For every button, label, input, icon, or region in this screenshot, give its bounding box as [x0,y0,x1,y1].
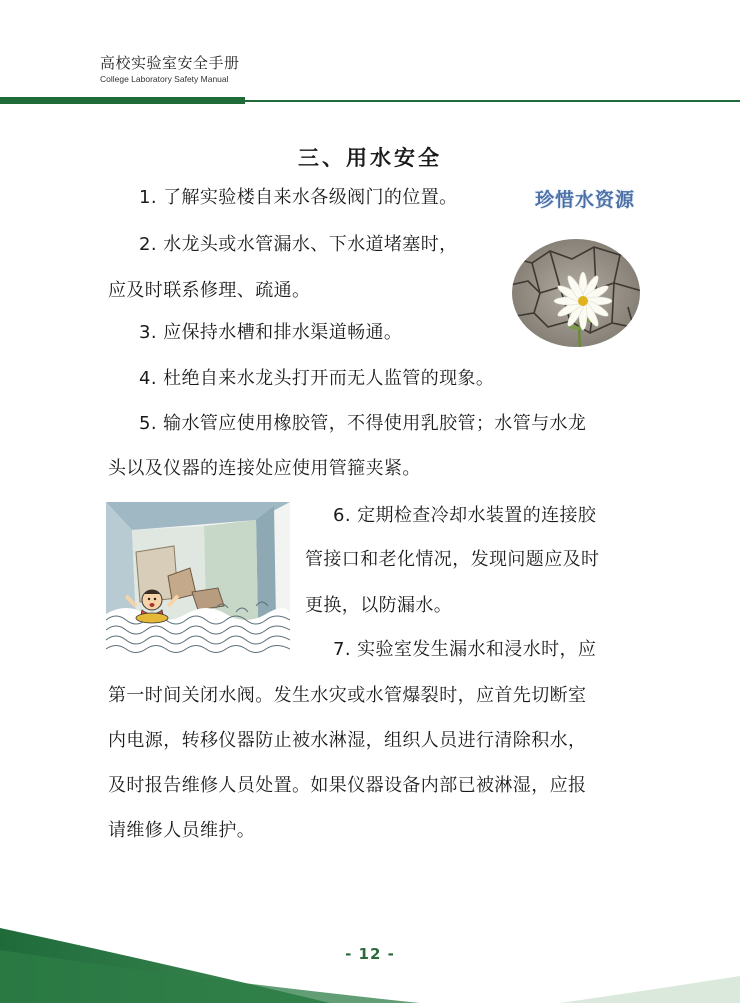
page-number: - 12 - [345,945,395,963]
item-6-line-1: 6. 定期检查冷却水装置的连接胶 [333,505,597,526]
manual-subtitle: College Laboratory Safety Manual [100,74,229,84]
item-4: 4. 杜绝自来水龙头打开而无人监管的现象。 [139,368,495,389]
item-7-line-3: 内电源，转移仪器防止被水淋湿，组织人员进行清除积水， [108,730,587,751]
item-5-line-1: 5. 输水管应使用橡胶管，不得使用乳胶管；水管与水龙 [139,413,587,434]
item-7-line-2: 第一时间关闭水阀。发生水灾或水管爆裂时，应首先切断室 [108,685,587,706]
item-7-line-1: 7. 实验室发生漏水和浸水时，应 [333,639,597,660]
item-7-line-5: 请维修人员维护。 [108,820,256,841]
flood-cartoon-image [106,502,290,654]
item-7-line-4: 及时报告维修人员处置。如果仪器设备内部已被淋湿，应报 [108,775,587,796]
item-6-line-2: 管接口和老化情况，发现问题应及时 [305,549,600,570]
item-2-line-1: 2. 水龙头或水管漏水、下水道堵塞时， [139,234,458,255]
header-rule-thin [245,100,740,102]
item-1: 1. 了解实验楼自来水各级阀门的位置。 [139,187,458,208]
image-caption: 珍惜水资源 [535,189,636,211]
section-title: 三、用水安全 [298,146,442,170]
item-6-line-3: 更换，以防漏水。 [305,595,453,616]
manual-title: 高校实验室安全手册 [100,54,240,72]
dry-earth-flower-image [510,237,642,349]
header-rule-thick [0,97,245,104]
item-2-line-2: 应及时联系修理、疏通。 [108,280,311,301]
item-5-line-2: 头以及仪器的连接处应使用管箍夹紧。 [108,458,421,479]
item-3: 3. 应保持水槽和排水渠道畅通。 [139,322,403,343]
